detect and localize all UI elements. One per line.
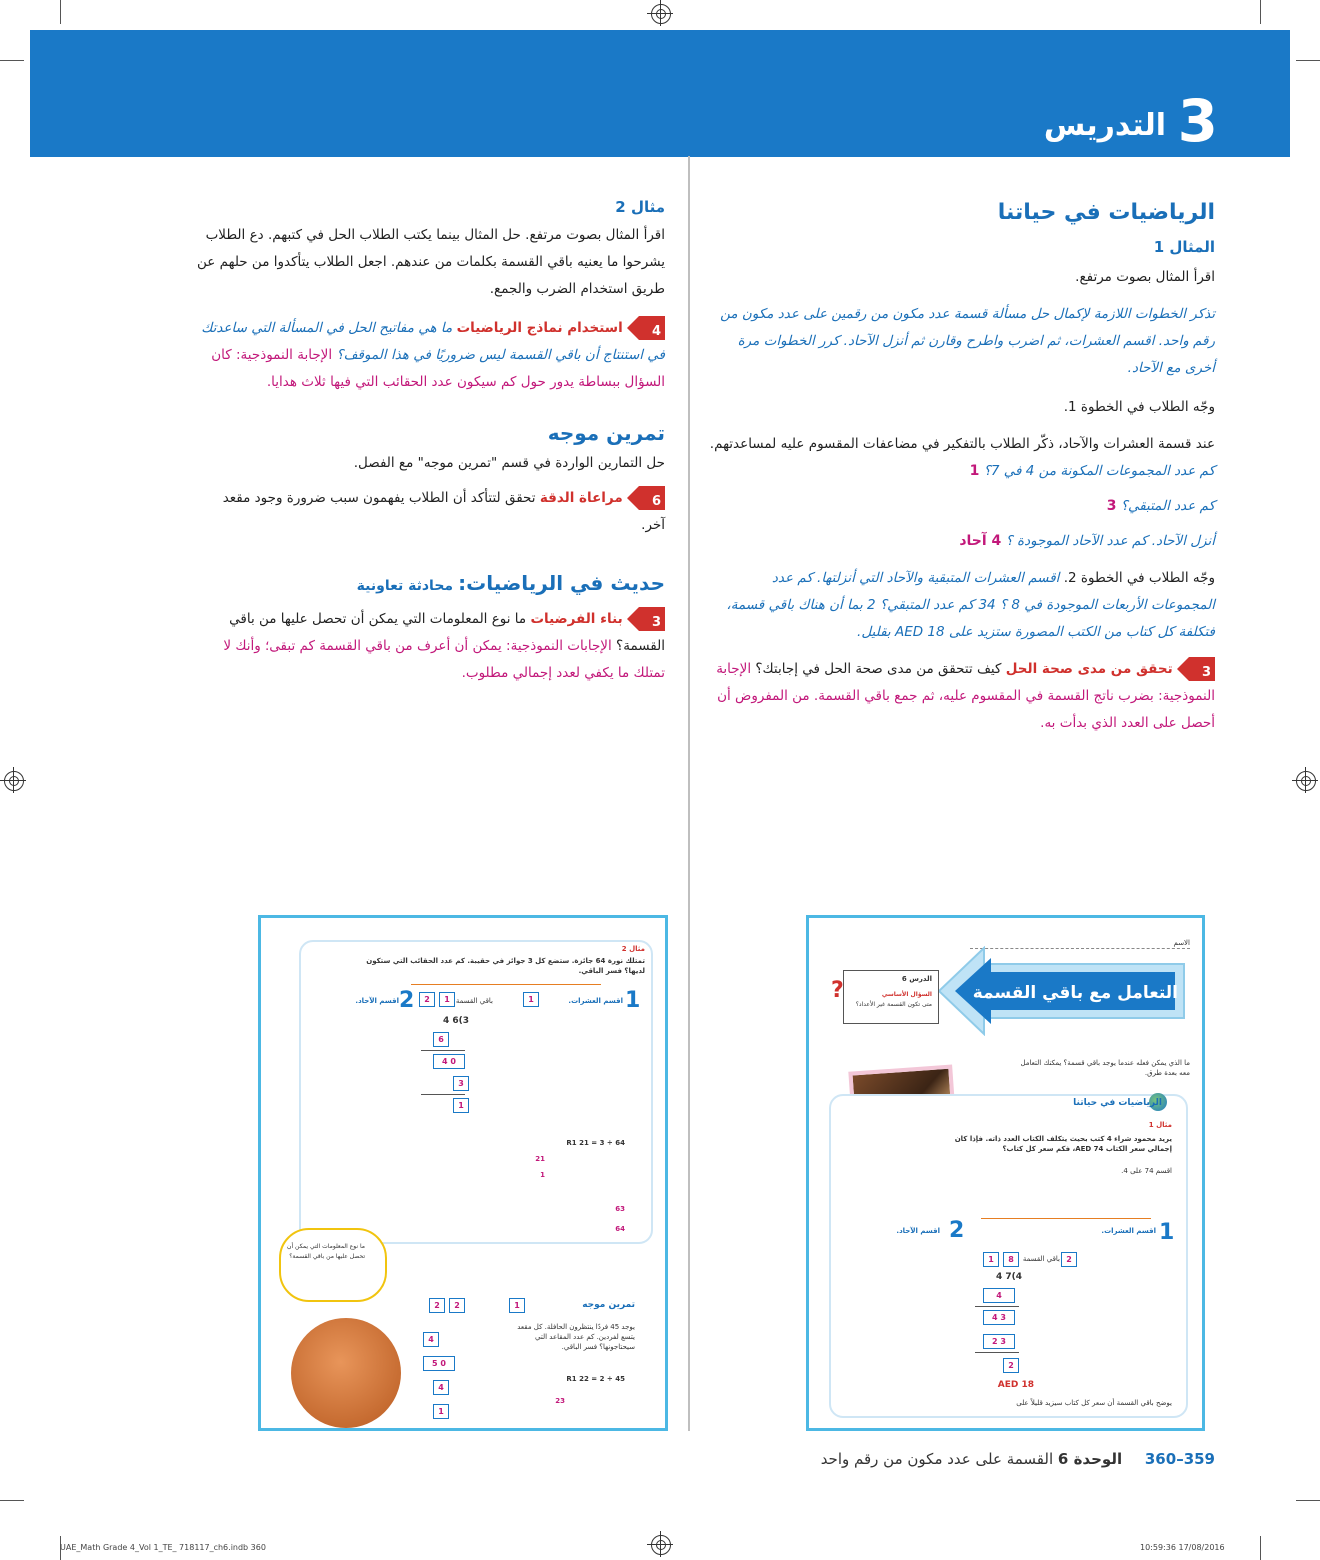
registration-mark xyxy=(651,1535,671,1555)
example2-card xyxy=(299,940,653,1244)
essential-question-label: السؤال الأساسي xyxy=(881,991,932,998)
crop-mark xyxy=(0,1500,24,1501)
check-answer: الإجابة النموذجية: بضرب ناتج القسمة في المقسوم عليه، ثم جمع باقي القسمة. من المفروض أن أحصل على العدد الذي بدأت به. xyxy=(716,661,1215,731)
guide-step2-questions: اقسم العشرات المتبقية والآحاد التي أنزلتها. كم عدد المجموعات الأربعات الموجودة في 8 ؟ 34 كم عدد المتبقي؟ 2 بما أن هناك باقي قسمة، فتكلفة كل كتاب من الكتب المصورة ستزيد على AED 18 بقليل. xyxy=(726,570,1215,640)
precision-text: تحقق لتتأكد أن الطلاب يفهمون سبب ضرورة وجود مقعد آخر. xyxy=(222,490,665,533)
guided-problem: يوجد 45 فردًا ينتظرون الحافلة. كل مقعد يتسع لفردين. كم عدد المقاعد التي سيحتاجونها؟ فسر الباقي. xyxy=(517,1323,635,1351)
example-title: المثال 1 xyxy=(1153,238,1215,256)
registration-mark xyxy=(4,771,24,791)
fill-answer: 21 xyxy=(535,1155,545,1163)
guide-step1: وجّه الطلاب في الخطوة 1. xyxy=(1063,399,1215,415)
lesson-number: الدرس 6 xyxy=(901,975,932,983)
guide-step2 xyxy=(705,565,1215,646)
badge-number: 6 xyxy=(651,494,661,509)
bring-down-text: أنزل الآحاد. كم عدد الآحاد الموجودة ؟ xyxy=(1005,533,1215,549)
hypothesis-paragraph xyxy=(195,606,665,687)
column-divider xyxy=(688,156,690,1431)
work-rule xyxy=(975,1306,1019,1307)
basketball-illustration xyxy=(291,1318,401,1428)
section-heading: الرياضيات في حياتنا xyxy=(997,200,1215,225)
work-box: 3 xyxy=(453,1076,469,1091)
tens-guidance xyxy=(705,431,1215,485)
math-talk-heading xyxy=(195,567,665,602)
work-box: 0 5 xyxy=(423,1356,455,1371)
badge-number: 3 xyxy=(1201,665,1211,680)
math-talk-title: حديث في الرياضيات: xyxy=(458,571,665,595)
guided-equation: 45 ÷ 2 = 22 R1 xyxy=(566,1375,625,1383)
remainder-label: باقي القسمة xyxy=(455,997,493,1005)
check-title: تحقق من مدى صحة الحل xyxy=(1005,661,1173,677)
remaining-question xyxy=(705,493,1215,520)
page-numbers: 359–360 xyxy=(1144,1450,1215,1468)
remainder-box: 1 xyxy=(509,1298,525,1313)
work-box: 6 xyxy=(433,1032,449,1047)
tens-text-b: لمساعدتهم. xyxy=(709,436,777,452)
models-title: استخدام نماذج الرياضيات xyxy=(456,320,623,336)
models-question: ما هي مفاتيح الحل في المسألة التي ساعدتك في استنتاج أن باقي القسمة ليس ضروريًا في هذا الموقف؟ xyxy=(201,320,665,363)
page-footer xyxy=(821,1450,1215,1468)
name-label: الاسم xyxy=(1173,939,1190,947)
quotient-digit: 1 xyxy=(983,1252,999,1267)
work-box: 3 2 xyxy=(983,1334,1015,1349)
long-division: 3)6 4 xyxy=(442,1016,469,1026)
quotient-digit: 2 xyxy=(429,1298,445,1313)
work-box: 1 xyxy=(453,1098,469,1113)
example1-label: مثال 1 xyxy=(1148,1121,1172,1129)
crop-mark xyxy=(0,60,24,61)
lesson-intro: ما الذي يمكن فعله عندما يوجد باقي قسمة؟ يمكنك التعامل معه بعدة طرق. xyxy=(1020,1059,1190,1077)
bring-down-question xyxy=(705,528,1215,555)
step1-number: 1 xyxy=(625,988,641,1013)
guided-practice-label: تمرين موجه xyxy=(582,1300,635,1310)
work-rule xyxy=(975,1352,1019,1353)
example2-label: مثال 2 xyxy=(621,945,645,953)
example1-problem: يريد محمود شراء 4 كتب بحيث يتكلف الكتاب العدد ذاته. فإذا كان إجمالي سعر الكتاب AED 74، فكم سعر كل كتاب؟ xyxy=(954,1135,1172,1153)
answer-price: AED 18 xyxy=(997,1380,1034,1390)
quotient-digit: 8 xyxy=(1003,1252,1019,1267)
precision-title: مراعاة الدقة xyxy=(539,490,623,506)
long-division: 4)7 4 xyxy=(995,1272,1022,1282)
crop-mark xyxy=(1296,1500,1320,1501)
right-column xyxy=(705,196,1215,737)
badge-number: 3 xyxy=(651,615,661,630)
registration-mark xyxy=(651,4,671,24)
hypothesis-answer: الإجابات النموذجية: يمكن أن أعرف من باقي القسمة كم تبقى؛ وأنك لا تمتلك ما يكفي لعدد إجمالي مطلوب. xyxy=(223,638,665,681)
section-banner xyxy=(30,30,1290,157)
file-slug: UAE_Math Grade 4_Vol 1_TE_ 718117_ch6.indb 360 xyxy=(60,1543,266,1552)
quotient-digit: 2 xyxy=(449,1298,465,1313)
models-answer: الإجابة النموذجية: كان السؤال ببساطة يدور حول كم سيكون عدد الحقائب التي فيها ثلاث هدايا. xyxy=(211,347,665,390)
step2-number: 2 xyxy=(949,1218,965,1243)
guided-practice-heading: تمرين موجه xyxy=(547,421,665,445)
fill-answer: 1 xyxy=(540,1171,545,1179)
step-bracket xyxy=(981,1218,1151,1219)
check-question: كيف تتحقق من مدى صحة الحل في إجابتك؟ xyxy=(755,661,1002,677)
example1-divide: اقسم 74 على 4. xyxy=(1121,1167,1172,1175)
remaining-q-text: كم عدد المتبقي؟ xyxy=(1120,498,1215,514)
work-box: 3 4 xyxy=(983,1310,1015,1325)
guide-step2-text: وجّه الطلاب في الخطوة 2. xyxy=(1063,570,1215,586)
fill-answer: 64 xyxy=(615,1225,625,1233)
practice-badge-3 xyxy=(627,606,665,632)
hypothesis-question: ما نوع المعلومات التي يمكن أن تحصل عليها من باقي القسمة؟ xyxy=(229,611,665,654)
guided-practice-text: حل التمارين الواردة في قسم "تمرين موجه" مع الفصل. xyxy=(353,455,665,471)
example2-instructions: اقرأ المثال بصوت مرتفع. حل المثال بينما يكتب الطلاب الحل في كتبهم. دع الطلاب يشرحوا ما يعنيه باقي القسمة بكلمات من عندهم. اجعل الطلاب يتأكدوا من حلهم عن طريق استخدام الضرب والجمع. xyxy=(196,227,665,297)
speech-bubble xyxy=(279,1228,387,1302)
left-column xyxy=(195,194,665,687)
banner-title: التدريس xyxy=(1043,108,1166,143)
practice-badge-4 xyxy=(627,315,665,341)
banner-number: 3 xyxy=(1177,87,1218,155)
step2-label: اقسم الآحاد. xyxy=(896,1227,940,1235)
work-rule xyxy=(421,1050,465,1051)
quotient-digit: 1 xyxy=(439,992,455,1007)
crop-mark xyxy=(1296,60,1320,61)
remainder-box: 1 xyxy=(523,992,539,1007)
work-box: 0 4 xyxy=(433,1054,465,1069)
models-paragraph xyxy=(195,315,665,396)
student-page-thumbnail-right xyxy=(806,915,1205,1431)
bring-down-answer: 4 آحاد xyxy=(959,533,1002,549)
date-slug: 17/08/2016 10:59:36 xyxy=(1140,1543,1225,1552)
step1-label: اقسم العشرات. xyxy=(568,997,623,1005)
step2-number: 2 xyxy=(399,988,415,1013)
work-box: 1 xyxy=(433,1404,449,1419)
practice-badge-6 xyxy=(627,485,665,511)
steps-reminder: تذكر الخطوات اللازمة لإكمال حل مسألة قسمة عدد مكون من رقمين على عدد مكون من رقم واحد. اقسم العشرات، ثم اضرب واطرح وقارن ثم أنزل الآحاد. كرر الخطوات مرة أخرى مع الآحاد. xyxy=(720,306,1215,376)
remainder-box: 2 xyxy=(1061,1252,1077,1267)
crop-mark xyxy=(60,0,61,24)
step2-label: اقسم الآحاد. xyxy=(355,997,399,1005)
work-box: 4 xyxy=(423,1332,439,1347)
tens-text-a: عند قسمة العشرات والآحاد، ذكّر الطلاب بالتفكير في مضاعفات المقسوم عليه xyxy=(780,436,1215,452)
step1-number: 1 xyxy=(1159,1220,1175,1245)
result-line: 64 ÷ 3 = 21 R1 xyxy=(566,1139,625,1147)
registration-mark xyxy=(1296,771,1316,791)
bubble-text: ما نوع المعلومات التي يمكن أن تحصل عليها من باقي القسمة؟ xyxy=(287,1243,365,1260)
hypothesis-title: بناء الفرضيات xyxy=(530,611,623,627)
math-talk-subtitle: محادثة تعاونية xyxy=(356,578,454,594)
example2-problem: تمتلك نورة 64 جائزة. ستضع كل 3 جوائز في حقيبة. كم عدد الحقائب التي ستكون لديها؟ فسر الباقي. xyxy=(366,957,645,975)
practice-badge-3 xyxy=(1177,656,1215,682)
unit-label: الوحدة 6 xyxy=(1057,1450,1123,1468)
crop-mark xyxy=(1260,1536,1261,1560)
remainder-note: يوضح باقي القسمة أن سعر كل كتاب سيزيد قليلاً على xyxy=(1016,1399,1172,1407)
quotient-digit: 2 xyxy=(419,992,435,1007)
precision-paragraph xyxy=(195,485,665,539)
essential-question: متى تكون القسمة غير الأعداد؟ xyxy=(855,1001,932,1008)
student-page-thumbnail-left xyxy=(258,915,668,1431)
read-aloud-text: اقرأ المثال بصوت مرتفع. xyxy=(1075,269,1215,285)
work-box: 4 xyxy=(983,1288,1015,1303)
check-paragraph xyxy=(705,656,1215,737)
step1-label: اقسم العشرات. xyxy=(1101,1227,1156,1235)
work-box: 2 xyxy=(1003,1358,1019,1373)
tens-question: كم عدد المجموعات المكونة من 4 في 7؟ xyxy=(983,463,1215,479)
question-mark-icon: ? xyxy=(831,978,844,1003)
real-world-heading: الرياضيات في حياتنا xyxy=(1073,1098,1162,1108)
remaining-answer: 3 xyxy=(1106,498,1117,514)
tens-answer: 1 xyxy=(969,463,980,479)
step-bracket xyxy=(411,984,601,985)
example2-title: مثال 2 xyxy=(615,198,665,216)
fill-answer: 63 xyxy=(615,1205,625,1213)
lesson-title: التعامل مع باقي القسمة xyxy=(972,983,1178,1003)
work-box: 4 xyxy=(433,1380,449,1395)
unit-title: القسمة على عدد مكون من رقم واحد xyxy=(820,1450,1054,1468)
remainder-label: باقي القسمة xyxy=(1022,1255,1060,1263)
badge-number: 4 xyxy=(651,324,661,339)
crop-mark xyxy=(1260,0,1261,24)
guided-need: 23 xyxy=(555,1397,565,1405)
work-rule xyxy=(421,1094,465,1095)
